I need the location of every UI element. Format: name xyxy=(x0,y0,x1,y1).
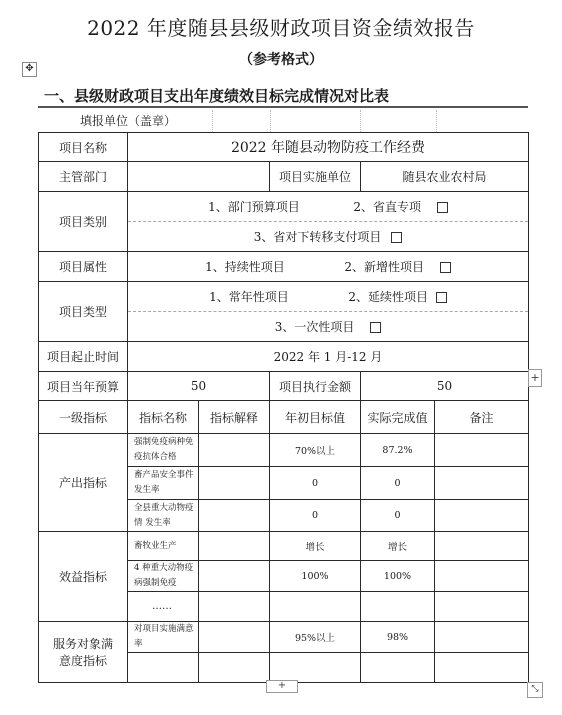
indicator-remarks[interactable] xyxy=(435,500,529,532)
budget-value[interactable]: 50 xyxy=(128,372,270,401)
indicator-remarks[interactable] xyxy=(435,622,529,653)
type-label: 项目类型 xyxy=(39,282,128,342)
category-options xyxy=(128,192,529,252)
indicator-explanation[interactable] xyxy=(199,500,270,532)
indicator-name[interactable]: 强制免疫病种免疫抗体合格 xyxy=(128,434,199,467)
attr-label: 项目属性 xyxy=(39,252,128,282)
indicator-name[interactable]: 畜牧业生产 xyxy=(128,532,199,561)
indicator-target[interactable]: 70%以上 xyxy=(270,434,361,467)
indicator-remarks[interactable] xyxy=(435,592,529,622)
indicator-actual[interactable] xyxy=(361,592,435,622)
type-option-3: 3、一次性项目 xyxy=(274,320,355,334)
header-indicator-name: 指标名称 xyxy=(128,401,199,434)
indicator-target[interactable]: 100% xyxy=(270,561,361,592)
performance-table xyxy=(38,132,529,683)
indicator-target[interactable] xyxy=(270,592,361,622)
category-checkbox-2[interactable] xyxy=(437,202,448,213)
indicator-explanation[interactable] xyxy=(199,653,270,683)
attr-checkbox-2[interactable] xyxy=(440,262,451,273)
indicator-remarks[interactable] xyxy=(435,434,529,467)
add-row-plus-icon[interactable]: + xyxy=(266,680,298,693)
indicator-name[interactable]: 畜产品安全事件发生率 xyxy=(128,467,199,500)
budget-label: 项目当年预算 xyxy=(39,372,128,401)
type-option-2: 2、延续性项目 xyxy=(348,290,429,304)
category-option-3: 3、省对下转移支付项目 xyxy=(253,230,382,244)
indicator-name[interactable]: 4 种重大动物疫病强制免疫 xyxy=(128,561,199,592)
indicator-name[interactable] xyxy=(128,653,199,683)
dept-value[interactable] xyxy=(128,162,270,192)
fill-unit-label: 填报单位（盖章） xyxy=(80,114,177,128)
attr-option-2: 2、新增性项目 xyxy=(344,260,425,274)
type-checkbox-2[interactable] xyxy=(436,292,447,303)
type-checkbox-3[interactable] xyxy=(370,322,381,333)
indicator-target[interactable]: 0 xyxy=(270,500,361,532)
indicator-name[interactable]: 对项目实施满意率 xyxy=(128,622,199,653)
indicator-remarks[interactable] xyxy=(435,467,529,500)
impl-value[interactable]: 随县农业农村局 xyxy=(361,162,529,192)
fill-unit-row xyxy=(38,110,528,132)
indicator-target[interactable]: 95%以上 xyxy=(270,622,361,653)
header-actual: 实际完成值 xyxy=(361,401,435,434)
move-arrows-icon[interactable]: ✥ xyxy=(22,62,37,77)
project-name-label: 项目名称 xyxy=(39,133,128,162)
indicator-explanation[interactable] xyxy=(199,561,270,592)
indicator-actual[interactable]: 0 xyxy=(361,467,435,500)
exec-value[interactable]: 50 xyxy=(361,372,529,401)
header-level1: 一级指标 xyxy=(39,401,128,434)
category-option-2: 2、省直专项 xyxy=(353,200,422,214)
indicator-actual[interactable]: 0 xyxy=(361,500,435,532)
indicator-explanation[interactable] xyxy=(199,467,270,500)
category-checkbox-3[interactable] xyxy=(391,232,402,243)
indicator-explanation[interactable] xyxy=(199,592,270,622)
header-target: 年初目标值 xyxy=(270,401,361,434)
attr-option-1: 1、持续性项目 xyxy=(205,260,285,274)
category-option-1: 1、部门预算项目 xyxy=(208,200,300,214)
indicator-explanation[interactable] xyxy=(199,532,270,561)
indicator-explanation[interactable] xyxy=(199,434,270,467)
attr-options xyxy=(128,252,529,282)
period-label: 项目起止时间 xyxy=(39,342,128,372)
category-label: 项目类别 xyxy=(39,192,128,252)
indicator-remarks[interactable] xyxy=(435,561,529,592)
cell-divider xyxy=(360,110,361,132)
section-heading: 一、县级财政项目支出年度绩效目标完成情况对比表 xyxy=(38,84,528,108)
cell-divider xyxy=(436,110,437,132)
resize-diagonal-icon[interactable]: ⤡ xyxy=(527,682,543,698)
indicator-name[interactable]: …… xyxy=(128,592,199,622)
cell-divider xyxy=(212,110,213,132)
header-remarks: 备注 xyxy=(435,401,529,434)
indicator-target[interactable] xyxy=(270,653,361,683)
output-indicator-label: 产出指标 xyxy=(39,434,128,532)
project-name-value[interactable]: 2022 年随县动物防疫工作经费 xyxy=(128,133,529,162)
indicator-target[interactable]: 增长 xyxy=(270,532,361,561)
report-subtitle: （参考格式） xyxy=(239,52,323,68)
indicator-actual[interactable]: 98% xyxy=(361,622,435,653)
benefit-indicator-label: 效益指标 xyxy=(39,532,128,622)
indicator-actual[interactable]: 100% xyxy=(361,561,435,592)
indicator-name[interactable]: 全县重大动物疫情 发生率 xyxy=(128,500,199,532)
type-options xyxy=(128,282,529,342)
indicator-actual[interactable]: 增长 xyxy=(361,532,435,561)
header-explanation: 指标解释 xyxy=(199,401,270,434)
indicator-target[interactable]: 0 xyxy=(270,467,361,500)
period-value[interactable]: 2022 年 1 月-12 月 xyxy=(128,342,529,372)
type-option-1: 1、常年性项目 xyxy=(209,290,289,304)
exec-label: 项目执行金额 xyxy=(270,372,361,401)
indicator-explanation[interactable] xyxy=(199,622,270,653)
cell-divider xyxy=(270,110,271,132)
indicator-actual[interactable] xyxy=(361,653,435,683)
report-title: 2022 年度随县县级财政项目资金绩效报告 xyxy=(87,16,475,40)
satisfaction-indicator-label: 服务对象满意度指标 xyxy=(39,622,128,683)
indicator-remarks[interactable] xyxy=(435,532,529,561)
add-column-plus-icon[interactable]: + xyxy=(528,369,542,387)
indicator-remarks[interactable] xyxy=(435,653,529,683)
dept-label: 主管部门 xyxy=(39,162,128,192)
indicator-actual[interactable]: 87.2% xyxy=(361,434,435,467)
impl-label: 项目实施单位 xyxy=(270,162,361,192)
